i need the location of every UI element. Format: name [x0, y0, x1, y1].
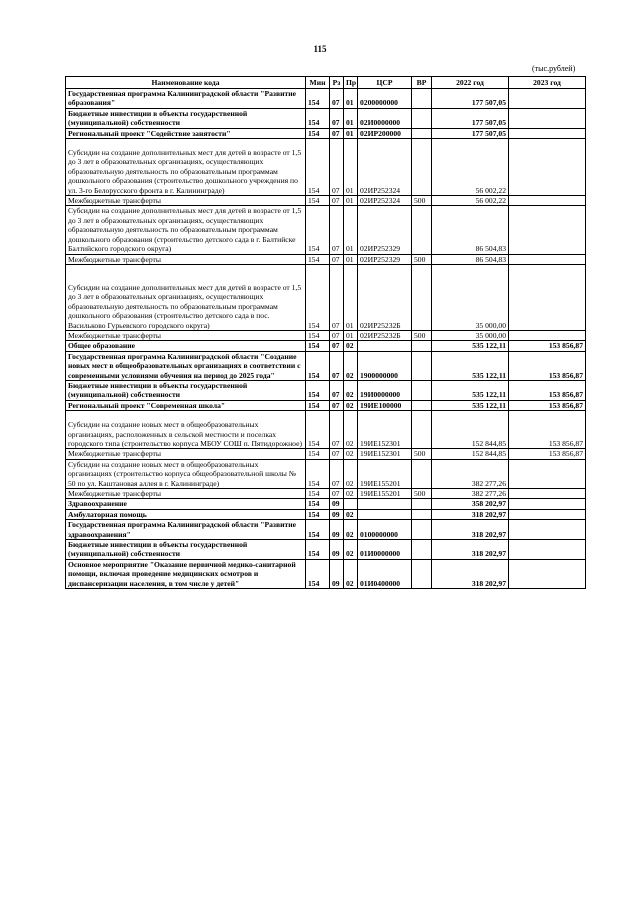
cell-2023 [509, 330, 586, 340]
cell-vr [412, 540, 432, 560]
cell-2023 [509, 509, 586, 519]
cell-2022: 535 122,11 [432, 400, 509, 410]
cell-csr: 19ИЕ155201 [358, 459, 412, 488]
cell-2023 [509, 540, 586, 560]
cell-rz: 09 [330, 509, 344, 519]
cell-rz: 09 [330, 520, 344, 540]
cell-rz: 09 [330, 540, 344, 560]
table-row [66, 459, 586, 488]
table-row [66, 400, 586, 410]
header-vr: ВР [412, 77, 432, 89]
cell-pr: 01 [344, 196, 358, 206]
cell-2022: 56 002,22 [432, 139, 509, 196]
cell-pr: 02 [344, 449, 358, 459]
cell-2022: 382 277,26 [432, 489, 509, 499]
cell-csr: 19ИЕ100000 [358, 400, 412, 410]
cell-name: Межбюджетные трансферты [66, 196, 306, 206]
cell-2023 [509, 520, 586, 540]
table-row [66, 206, 586, 254]
cell-2022: 35 000,00 [432, 264, 509, 330]
cell-2023: 153 856,87 [509, 449, 586, 459]
cell-vr [412, 206, 432, 254]
cell-rz: 07 [330, 459, 344, 488]
cell-name: Бюджетные инвестиции в объекты государственной (муниципальной) собственности [66, 540, 306, 560]
cell-2023 [509, 89, 586, 109]
cell-name: Субсидии на создание дополнительных мест для детей в возрасте от 1,5 до 3 лет в образовательных организациях, осуществляющих образовательную деятельность по образовательным программам дошкольного образования (строительство детского сада в г. Балтийске Балтийского городского округа) [66, 206, 306, 254]
cell-rz: 07 [330, 351, 344, 380]
cell-2022: 358 202,97 [432, 499, 509, 509]
cell-rz: 09 [330, 499, 344, 509]
cell-2022: 177 507,05 [432, 89, 509, 109]
cell-name: Субсидии на создание дополнительных мест для детей в возрасте от 1,5 до 3 лет в образовательных организациях, осуществляющих образовательную деятельность по образовательным программам дошкольного образования (строительство детского сада в пос. Васильково Гурьевского городского округа) [66, 264, 306, 330]
cell-2022: 535 122,11 [432, 351, 509, 380]
cell-csr: 02ИР252329 [358, 206, 412, 254]
cell-2022: 56 002,22 [432, 196, 509, 206]
cell-2022: 177 507,05 [432, 128, 509, 138]
cell-2023 [509, 459, 586, 488]
cell-2023: 153 856,87 [509, 341, 586, 351]
cell-vr [412, 559, 432, 588]
cell-rz: 07 [330, 128, 344, 138]
cell-pr: 02 [344, 380, 358, 400]
cell-csr [358, 341, 412, 351]
cell-csr: 19ИЕ152301 [358, 449, 412, 459]
cell-min: 154 [306, 540, 330, 560]
cell-name: Государственная программа Калининградской области "Создание новых мест в общеобразовательных организациях в соответствии с современными условиями обучения на период до 2025 года" [66, 351, 306, 380]
cell-pr: 02 [344, 341, 358, 351]
cell-rz: 07 [330, 206, 344, 254]
cell-name: Бюджетные инвестиции в объекты государственной (муниципальной) собственности [66, 380, 306, 400]
cell-min: 154 [306, 206, 330, 254]
table-row [66, 108, 586, 128]
cell-2022: 535 122,11 [432, 380, 509, 400]
table-row [66, 264, 586, 330]
table-row [66, 128, 586, 138]
table-row [66, 559, 586, 588]
cell-2022: 177 507,05 [432, 108, 509, 128]
cell-min: 154 [306, 559, 330, 588]
cell-2023 [509, 139, 586, 196]
cell-vr: 500 [412, 196, 432, 206]
cell-csr: 0200000000 [358, 89, 412, 109]
cell-vr: 500 [412, 489, 432, 499]
cell-2023 [509, 489, 586, 499]
cell-2022: 35 000,00 [432, 330, 509, 340]
cell-pr: 02 [344, 400, 358, 410]
cell-csr: 01И0400000 [358, 559, 412, 588]
table-row [66, 499, 586, 509]
cell-vr: 500 [412, 330, 432, 340]
cell-rz: 07 [330, 411, 344, 449]
cell-min: 154 [306, 89, 330, 109]
cell-rz: 07 [330, 196, 344, 206]
header-rz: Рз [330, 77, 344, 89]
cell-min: 154 [306, 509, 330, 519]
cell-min: 154 [306, 400, 330, 410]
header-row [66, 77, 586, 89]
cell-2022: 152 844,85 [432, 411, 509, 449]
table-row [66, 520, 586, 540]
header-pr: Пр [344, 77, 358, 89]
cell-vr [412, 351, 432, 380]
cell-min: 154 [306, 196, 330, 206]
cell-csr: 01И0000000 [358, 540, 412, 560]
table-row [66, 380, 586, 400]
cell-vr: 500 [412, 254, 432, 264]
cell-min: 154 [306, 351, 330, 380]
cell-2022: 318 202,97 [432, 540, 509, 560]
cell-name: Межбюджетные трансферты [66, 449, 306, 459]
cell-2022: 318 202,97 [432, 520, 509, 540]
cell-pr: 01 [344, 330, 358, 340]
header-name: Наименование кода [66, 77, 306, 89]
cell-name: Общее образование [66, 341, 306, 351]
table-row [66, 540, 586, 560]
cell-2022: 86 504,83 [432, 206, 509, 254]
cell-pr: 01 [344, 89, 358, 109]
cell-name: Межбюджетные трансферты [66, 489, 306, 499]
cell-name: Субсидии на создание новых мест в общеобразовательных организациях, расположенных в сельской местности и поселках городского типа (строительство корпуса МБОУ СОШ п. Пятидорожное) [66, 411, 306, 449]
cell-name: Государственная программа Калининградской области "Развитие здравоохранения" [66, 520, 306, 540]
table-row [66, 196, 586, 206]
cell-min: 154 [306, 449, 330, 459]
table-row [66, 341, 586, 351]
cell-2023 [509, 559, 586, 588]
cell-csr [358, 509, 412, 519]
cell-2023: 153 856,87 [509, 351, 586, 380]
cell-min: 154 [306, 380, 330, 400]
cell-2022: 152 844,85 [432, 449, 509, 459]
cell-csr: 02ИР252329 [358, 254, 412, 264]
cell-2023: 153 856,87 [509, 400, 586, 410]
cell-pr: 01 [344, 206, 358, 254]
cell-min: 154 [306, 254, 330, 264]
cell-vr: 500 [412, 449, 432, 459]
cell-vr [412, 499, 432, 509]
cell-name: Межбюджетные трансферты [66, 330, 306, 340]
page-number: 115 [313, 44, 327, 54]
cell-vr [412, 108, 432, 128]
cell-pr: 01 [344, 264, 358, 330]
cell-rz: 07 [330, 108, 344, 128]
table-row [66, 449, 586, 459]
cell-2023 [509, 206, 586, 254]
cell-vr [412, 509, 432, 519]
cell-vr [412, 264, 432, 330]
cell-min: 154 [306, 128, 330, 138]
cell-2022: 318 202,97 [432, 509, 509, 519]
cell-2022: 86 504,83 [432, 254, 509, 264]
cell-2023 [509, 499, 586, 509]
cell-name: Основное мероприятие "Оказание первичной медико-санитарной помощи, включая проведение медицинских осмотров и диспансеризации населения, в том числе у детей" [66, 559, 306, 588]
cell-name: Амбулаторная помощь [66, 509, 306, 519]
cell-name: Субсидии на создание новых мест в общеобразовательных организациях (строительство корпуса общеобразовательной школы № 50 по ул. Каштановая аллея в г. Калининграде) [66, 459, 306, 488]
cell-pr: 02 [344, 489, 358, 499]
cell-pr: 02 [344, 459, 358, 488]
table-row [66, 330, 586, 340]
cell-name: Региональный проект "Содействие занятости" [66, 128, 306, 138]
cell-2023 [509, 108, 586, 128]
cell-vr [412, 380, 432, 400]
cell-vr [412, 400, 432, 410]
cell-2022: 318 202,97 [432, 559, 509, 588]
cell-rz: 07 [330, 139, 344, 196]
cell-2023: 153 856,87 [509, 380, 586, 400]
cell-2022: 382 277,26 [432, 459, 509, 488]
header-min: Мин [306, 77, 330, 89]
cell-rz: 07 [330, 489, 344, 499]
cell-rz: 07 [330, 449, 344, 459]
units-label: (тыс.рублей) [532, 64, 576, 73]
cell-min: 154 [306, 108, 330, 128]
cell-min: 154 [306, 489, 330, 499]
table-body [66, 89, 586, 589]
table-row [66, 509, 586, 519]
cell-pr: 02 [344, 509, 358, 519]
cell-min: 154 [306, 330, 330, 340]
table-row [66, 254, 586, 264]
cell-pr: 02 [344, 351, 358, 380]
cell-2023 [509, 128, 586, 138]
cell-csr: 02ИР25232Б [358, 330, 412, 340]
cell-min: 154 [306, 499, 330, 509]
cell-csr: 1900000000 [358, 351, 412, 380]
cell-pr: 02 [344, 411, 358, 449]
table-row [66, 139, 586, 196]
cell-csr: 02ИР252324 [358, 139, 412, 196]
cell-rz: 09 [330, 559, 344, 588]
cell-name: Субсидии на создание дополнительных мест для детей в возрасте от 1,5 до 3 лет в образовательных организациях, осуществляющих образовательную деятельность по образовательным программам дошкольного образования (строительство дошкольного учреждения по ул. 3-го Белорусского фронта в г. Калининграде) [66, 139, 306, 196]
cell-pr: 02 [344, 520, 358, 540]
cell-2022: 535 122,11 [432, 341, 509, 351]
cell-vr [412, 520, 432, 540]
header-2023: 2023 год [509, 77, 586, 89]
cell-vr [412, 89, 432, 109]
cell-csr [358, 499, 412, 509]
table-row [66, 351, 586, 380]
cell-2023: 153 856,87 [509, 411, 586, 449]
cell-rz: 07 [330, 254, 344, 264]
table-row [66, 89, 586, 109]
cell-csr: 19ИЕ152301 [358, 411, 412, 449]
cell-pr: 01 [344, 108, 358, 128]
cell-pr: 01 [344, 139, 358, 196]
cell-rz: 07 [330, 330, 344, 340]
cell-min: 154 [306, 139, 330, 196]
cell-pr [344, 499, 358, 509]
cell-2023 [509, 196, 586, 206]
cell-2023 [509, 254, 586, 264]
cell-name: Региональный проект "Современная школа" [66, 400, 306, 410]
cell-csr: 02ИР200000 [358, 128, 412, 138]
cell-vr [412, 139, 432, 196]
cell-csr: 02ИР252324 [358, 196, 412, 206]
cell-vr [412, 459, 432, 488]
cell-rz: 07 [330, 400, 344, 410]
cell-rz: 07 [330, 89, 344, 109]
cell-pr: 01 [344, 254, 358, 264]
cell-name: Межбюджетные трансферты [66, 254, 306, 264]
cell-vr [412, 128, 432, 138]
cell-name: Здравоохранение [66, 499, 306, 509]
cell-pr: 02 [344, 559, 358, 588]
cell-min: 154 [306, 341, 330, 351]
cell-rz: 07 [330, 264, 344, 330]
cell-min: 154 [306, 411, 330, 449]
cell-name: Государственная программа Калининградской области "Развитие образования" [66, 89, 306, 109]
cell-vr [412, 341, 432, 351]
table-row [66, 411, 586, 449]
cell-csr: 0100000000 [358, 520, 412, 540]
cell-name: Бюджетные инвестиции в объекты государственной (муниципальной) собственности [66, 108, 306, 128]
cell-rz: 07 [330, 341, 344, 351]
header-csr: ЦСР [358, 77, 412, 89]
table-row [66, 489, 586, 499]
cell-csr: 19И0000000 [358, 380, 412, 400]
header-2022: 2022 год [432, 77, 509, 89]
budget-table [65, 76, 586, 589]
cell-csr: 19ИЕ155201 [358, 489, 412, 499]
cell-pr: 01 [344, 128, 358, 138]
cell-pr: 02 [344, 540, 358, 560]
cell-vr [412, 411, 432, 449]
cell-csr: 02ИР25232Б [358, 264, 412, 330]
cell-min: 154 [306, 520, 330, 540]
cell-2023 [509, 264, 586, 330]
cell-rz: 07 [330, 380, 344, 400]
cell-min: 154 [306, 264, 330, 330]
cell-min: 154 [306, 459, 330, 488]
cell-csr: 02И0000000 [358, 108, 412, 128]
